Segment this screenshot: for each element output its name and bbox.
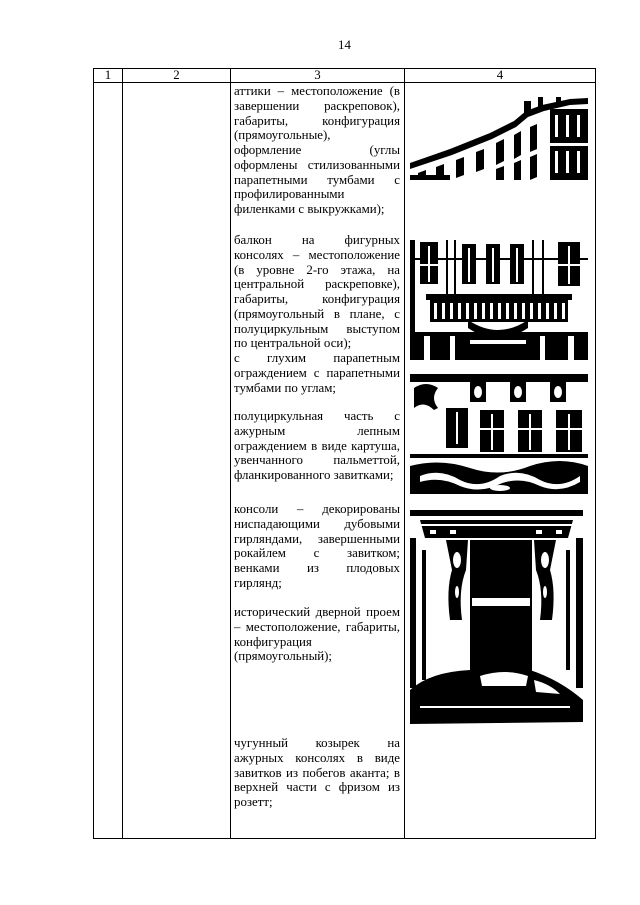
paragraph [234, 605, 400, 664]
text-line: центральной раскреповке), [234, 277, 400, 292]
text-line: (в уровне 2-го этажа, на [234, 262, 400, 277]
text-line: ограждением с парапетными [234, 365, 400, 380]
text-line: исторический дверной проем [234, 605, 400, 619]
text-line: балкон на фигурных [234, 233, 400, 247]
text-line: чугунный козырек на [234, 736, 400, 750]
text-line: (прямоугольный в плане, с [234, 306, 400, 321]
text-line: увенчанного пальметтой, [234, 453, 400, 468]
header-cell-2: 2 [123, 69, 231, 83]
text-line: завершении раскреповок), [234, 98, 400, 113]
body-cell-1 [94, 83, 123, 838]
body-cell-3 [231, 83, 405, 838]
text-line: аттики – местоположение (в [234, 84, 400, 98]
text-line: (прямоугольные), [234, 128, 331, 143]
text-line: тумбами по углам; [234, 380, 336, 395]
text-line: – местоположение, габариты, [234, 619, 400, 634]
text-line: филенками с выкружками); [234, 202, 385, 216]
text-line: ниспадающими дубовыми [234, 516, 400, 531]
text-line: ажурных консолях в виде [234, 750, 400, 765]
text-line: завитков из побегов аканта; в [234, 765, 400, 780]
text-line: полуциркульная часть с [234, 409, 400, 423]
text-line: конфигурация [234, 634, 312, 649]
text-line: консоли – декорированы [234, 502, 400, 516]
paragraph [234, 736, 400, 810]
text-block-balcony [234, 233, 400, 395]
text-line: венками из плодовых [234, 561, 400, 575]
text-line: гирляндами, завершенными [234, 531, 400, 546]
paragraph [234, 409, 400, 483]
text-line: габариты, конфигурация [234, 113, 400, 128]
text-line: розетт; [234, 795, 273, 809]
text-line: с глухим парапетным [234, 351, 400, 365]
text-block-consoles [234, 502, 400, 591]
text-line: профилированными [234, 187, 345, 202]
text-line: полуциркульным выступом [234, 321, 400, 336]
body-cell-4 [405, 83, 595, 838]
text-line: ажурным лепным [234, 423, 400, 438]
text-line: консолях – местоположение [234, 247, 400, 262]
body-cell-2 [123, 83, 231, 838]
text-line: оформление (углы [234, 143, 400, 157]
text-line: по центральной оси); [234, 336, 352, 351]
text-line: ограждением в виде картуша, [234, 438, 400, 453]
paragraph [234, 84, 400, 217]
text-line: фланкированного завитками; [234, 468, 394, 482]
text-block-doorway [234, 605, 400, 664]
photo-balcony [410, 240, 588, 360]
text-line: (прямоугольный); [234, 649, 333, 664]
paragraph [234, 233, 400, 351]
text-block-attic [234, 84, 400, 217]
text-line: верхней части с фризом из [234, 780, 400, 795]
text-line: гирлянд; [234, 575, 282, 590]
header-cell-3: 3 [231, 69, 405, 83]
photo-doorway [410, 510, 583, 730]
description-table [93, 68, 596, 839]
text-line: парапетными тумбами с [234, 172, 400, 187]
text-line: оформлены стилизованными [234, 157, 400, 172]
paragraph [234, 502, 400, 591]
header-cell-4: 4 [405, 69, 595, 83]
text-line: габариты, конфигурация [234, 292, 400, 306]
photo-railing-facade [410, 374, 588, 494]
photo-attic-corner [410, 97, 588, 180]
paragraph [234, 351, 400, 395]
header-cell-1: 1 [94, 69, 123, 83]
text-line: рокайлем с завитком; [234, 546, 400, 561]
text-block-railing [234, 409, 400, 483]
page-number: 14 [338, 38, 351, 52]
text-block-canopy [234, 736, 400, 810]
